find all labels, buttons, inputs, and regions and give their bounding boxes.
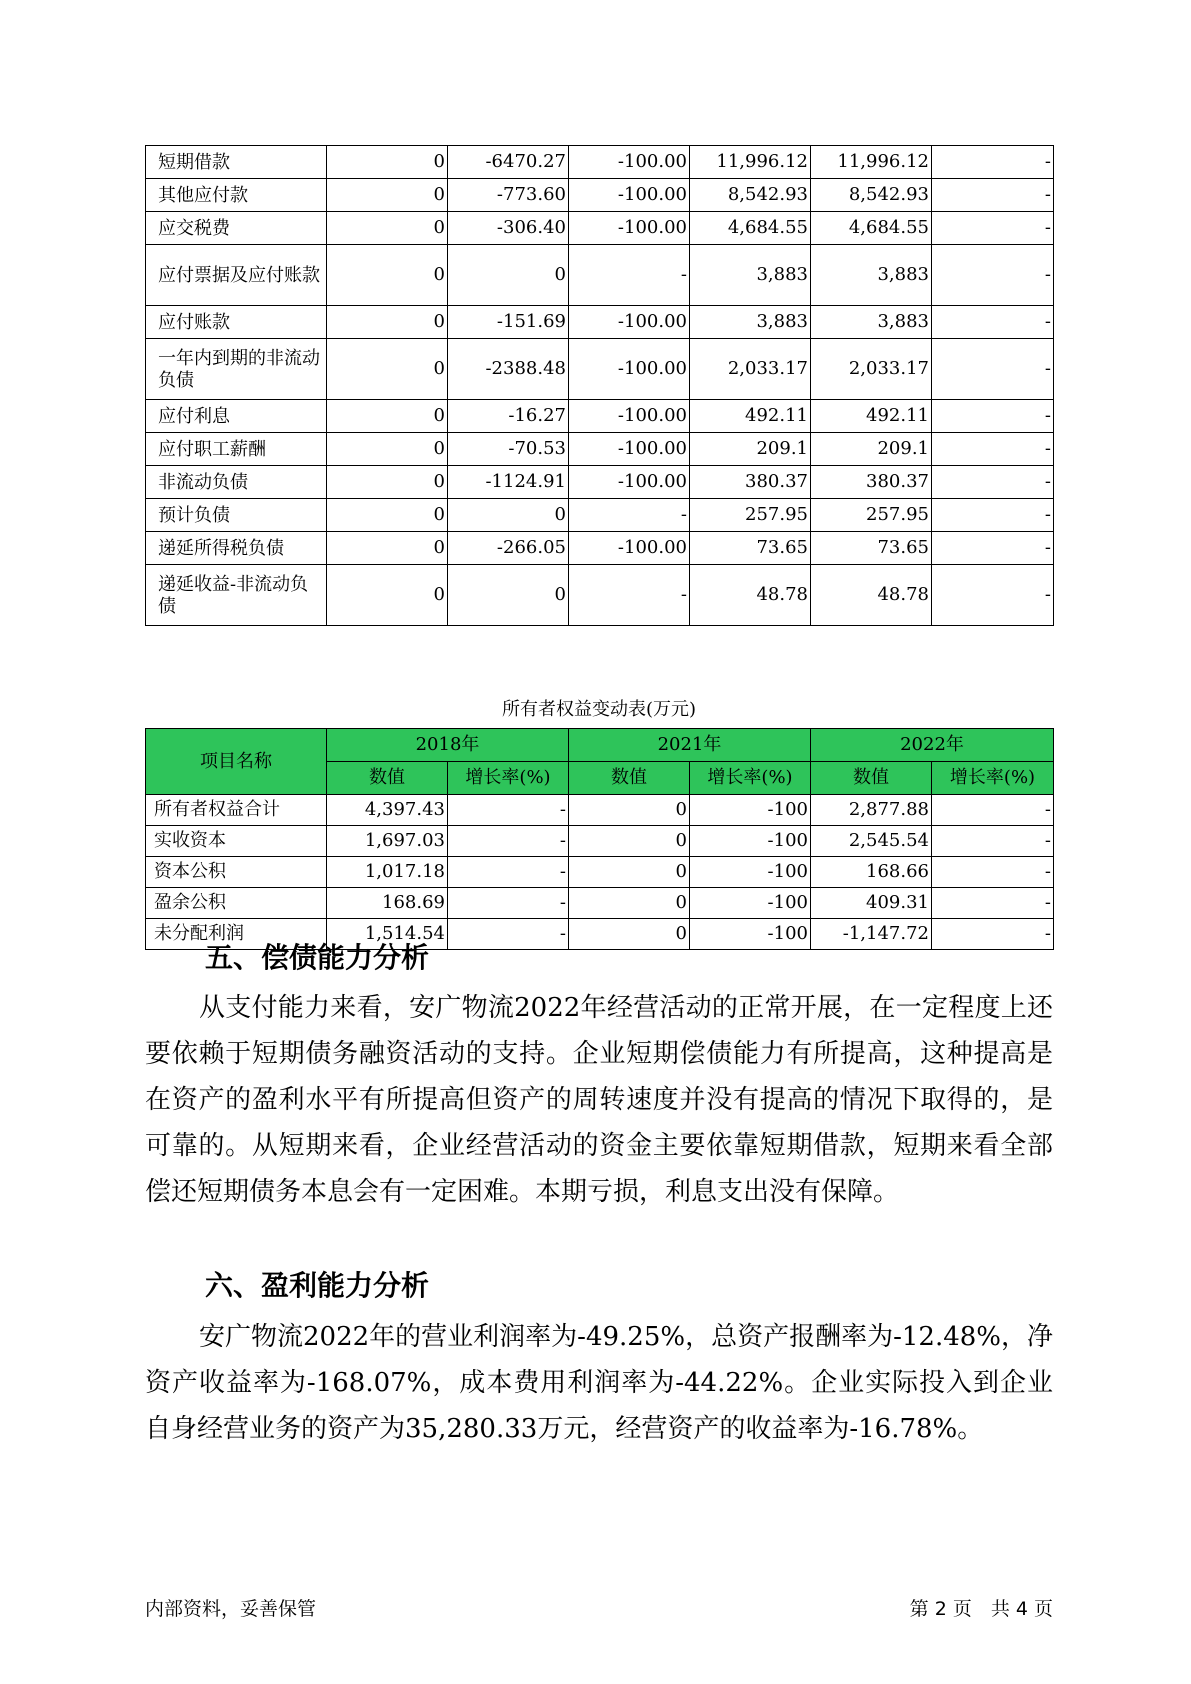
cell-value: 0	[327, 339, 448, 400]
cell-value: 0	[327, 146, 448, 179]
cell-value: -306.40	[448, 212, 569, 245]
cell-value: 0	[327, 212, 448, 245]
table-row	[146, 466, 1054, 499]
cell-value: -	[932, 565, 1054, 626]
cell-value: 0	[327, 433, 448, 466]
cell-value: 0	[448, 245, 569, 306]
table-row	[146, 888, 1054, 919]
cell-value: -100.00	[569, 146, 690, 179]
cell-value: 168.66	[811, 857, 932, 888]
cell-value: 0	[448, 499, 569, 532]
table-row	[146, 400, 1054, 433]
table-row	[146, 245, 1054, 306]
cell-growth: -100	[690, 888, 811, 919]
table-row	[146, 795, 1054, 826]
header-year-2021: 2021年	[569, 729, 811, 762]
section5-body: 从支付能力来看，安广物流2022年经营活动的正常开展，在一定程度上还要依赖于短期债务融资活动的支持。企业短期偿债能力有所提高，这种提高是在资产的盈利水平有所提高但资产的周转速度并没有提高的情况下取得的，是可靠的。从短期来看，企业经营活动的资金主要依靠短期借款，短期来看全部偿还短期债务本息会有一定困难。本期亏损，利息支出没有保障。	[145, 993, 1053, 1207]
cell-value: 8,542.93	[690, 179, 811, 212]
cell-growth: -100	[690, 857, 811, 888]
cell-value: 4,397.43	[327, 795, 448, 826]
cell-growth: -	[448, 795, 569, 826]
cell-value: -1,147.72	[811, 919, 932, 950]
cell-value: 2,033.17	[811, 339, 932, 400]
cell-growth: -	[448, 826, 569, 857]
cell-value: 0	[569, 919, 690, 950]
cell-value: 3,883	[811, 245, 932, 306]
row-label: 预计负债	[146, 499, 327, 532]
cell-value: 0	[327, 306, 448, 339]
cell-value: 0	[569, 826, 690, 857]
cell-value: -100.00	[569, 212, 690, 245]
cell-value: 0	[327, 245, 448, 306]
footer-page-number: 第 2 页 共 4 页	[909, 1598, 1053, 1620]
cell-value: 48.78	[690, 565, 811, 626]
cell-value: 492.11	[690, 400, 811, 433]
cell-value: -	[932, 245, 1054, 306]
row-label: 其他应付款	[146, 179, 327, 212]
cell-value: 380.37	[690, 466, 811, 499]
cell-value: 257.95	[690, 499, 811, 532]
cell-value: 0	[327, 179, 448, 212]
cell-value: 0	[327, 400, 448, 433]
cell-value: 2,545.54	[811, 826, 932, 857]
cell-value: 1,697.03	[327, 826, 448, 857]
cell-growth: -100	[690, 826, 811, 857]
table-row	[146, 212, 1054, 245]
cell-value: 4,684.55	[690, 212, 811, 245]
header-value: 数值	[327, 762, 448, 795]
cell-value: -	[932, 400, 1054, 433]
cell-value: -	[932, 212, 1054, 245]
table-row	[146, 306, 1054, 339]
cell-value: -	[569, 499, 690, 532]
cell-growth: -	[448, 919, 569, 950]
cell-value: 257.95	[811, 499, 932, 532]
cell-value: 0	[569, 857, 690, 888]
header-growth: 增长率(%)	[932, 762, 1054, 795]
cell-value: 1,514.54	[327, 919, 448, 950]
row-label: 盈余公积	[146, 888, 327, 919]
cell-value: 0	[327, 466, 448, 499]
equity-table-caption: 所有者权益变动表(万元)	[501, 699, 697, 720]
cell-value: -16.27	[448, 400, 569, 433]
cell-growth: -100	[690, 919, 811, 950]
cell-growth: -	[932, 919, 1054, 950]
cell-value: 168.69	[327, 888, 448, 919]
cell-value: -100.00	[569, 532, 690, 565]
cell-value: -	[932, 466, 1054, 499]
cell-value: 0	[569, 795, 690, 826]
cell-growth: -	[932, 888, 1054, 919]
row-label: 递延所得税负债	[146, 532, 327, 565]
cell-growth: -	[932, 857, 1054, 888]
header-year-2018: 2018年	[327, 729, 569, 762]
liabilities-table	[145, 145, 1054, 626]
row-label: 所有者权益合计	[146, 795, 327, 826]
cell-value: 2,033.17	[690, 339, 811, 400]
section6-body: 安广物流2022年的营业利润率为-49.25%，总资产报酬率为-12.48%，净资产收益率为-168.07%，成本费用利润率为-44.22%。企业实际投入到企业自身经营业务的资产为35,280.33万元，经营资产的收益率为-16.78%。	[145, 1322, 1054, 1444]
row-label: 应交税费	[146, 212, 327, 245]
table-row	[146, 339, 1054, 400]
cell-value: -	[932, 499, 1054, 532]
cell-value: 48.78	[811, 565, 932, 626]
cell-value: 209.1	[811, 433, 932, 466]
equity-table	[145, 728, 1054, 950]
cell-value: 3,883	[690, 245, 811, 306]
footer-confidential-note: 内部资料，妥善保管	[145, 1598, 317, 1620]
table-row	[146, 565, 1054, 626]
cell-value: -2388.48	[448, 339, 569, 400]
header-growth: 增长率(%)	[690, 762, 811, 795]
table-row	[146, 857, 1054, 888]
cell-value: 4,684.55	[811, 212, 932, 245]
cell-value: 3,883	[811, 306, 932, 339]
cell-value: 0	[448, 565, 569, 626]
row-label: 短期借款	[146, 146, 327, 179]
cell-value: -100.00	[569, 433, 690, 466]
cell-value: 8,542.93	[811, 179, 932, 212]
cell-value: 0	[569, 888, 690, 919]
cell-value: 0	[327, 565, 448, 626]
cell-value: -100.00	[569, 400, 690, 433]
cell-value: -	[932, 306, 1054, 339]
row-label: 一年内到期的非流动负债	[146, 339, 327, 400]
cell-value: 492.11	[811, 400, 932, 433]
cell-value: -266.05	[448, 532, 569, 565]
section6-heading: 六、盈利能力分析	[205, 1269, 430, 1302]
row-label: 未分配利润	[146, 919, 327, 950]
row-label: 实收资本	[146, 826, 327, 857]
table-row	[146, 179, 1054, 212]
cell-value: -100.00	[569, 339, 690, 400]
cell-value: 2,877.88	[811, 795, 932, 826]
row-label: 应付职工薪酬	[146, 433, 327, 466]
table-row	[146, 146, 1054, 179]
cell-value: -	[932, 433, 1054, 466]
cell-growth: -	[932, 795, 1054, 826]
cell-value: 73.65	[690, 532, 811, 565]
row-label: 非流动负债	[146, 466, 327, 499]
cell-value: 73.65	[811, 532, 932, 565]
cell-value: -	[932, 146, 1054, 179]
cell-value: 209.1	[690, 433, 811, 466]
row-label: 应付利息	[146, 400, 327, 433]
cell-value: 380.37	[811, 466, 932, 499]
cell-value: 11,996.12	[811, 146, 932, 179]
cell-value: -6470.27	[448, 146, 569, 179]
cell-value: -	[569, 245, 690, 306]
table-row	[146, 532, 1054, 565]
cell-value: 0	[327, 532, 448, 565]
header-value: 数值	[569, 762, 690, 795]
header-year-2022: 2022年	[811, 729, 1054, 762]
cell-growth: -100	[690, 795, 811, 826]
row-label: 应付账款	[146, 306, 327, 339]
table-row	[146, 499, 1054, 532]
cell-value: -1124.91	[448, 466, 569, 499]
cell-value: -151.69	[448, 306, 569, 339]
cell-growth: -	[448, 888, 569, 919]
header-growth: 增长率(%)	[448, 762, 569, 795]
row-label: 资本公积	[146, 857, 327, 888]
cell-value: -100.00	[569, 306, 690, 339]
row-label: 递延收益-非流动负债	[146, 565, 327, 626]
row-label: 应付票据及应付账款	[146, 245, 327, 306]
cell-value: -	[932, 339, 1054, 400]
section5-heading: 五、偿债能力分析	[205, 941, 430, 974]
cell-value: -773.60	[448, 179, 569, 212]
cell-value: -	[932, 179, 1054, 212]
table-row	[146, 826, 1054, 857]
cell-value: 3,883	[690, 306, 811, 339]
cell-value: -	[569, 565, 690, 626]
cell-value: -	[932, 532, 1054, 565]
header-item-name: 项目名称	[146, 729, 327, 795]
cell-value: -70.53	[448, 433, 569, 466]
table-row	[146, 433, 1054, 466]
cell-growth: -	[448, 857, 569, 888]
cell-value: 11,996.12	[690, 146, 811, 179]
header-value: 数值	[811, 762, 932, 795]
cell-value: 409.31	[811, 888, 932, 919]
cell-value: -100.00	[569, 466, 690, 499]
cell-value: -100.00	[569, 179, 690, 212]
cell-value: 1,017.18	[327, 857, 448, 888]
cell-value: 0	[327, 499, 448, 532]
cell-growth: -	[932, 826, 1054, 857]
